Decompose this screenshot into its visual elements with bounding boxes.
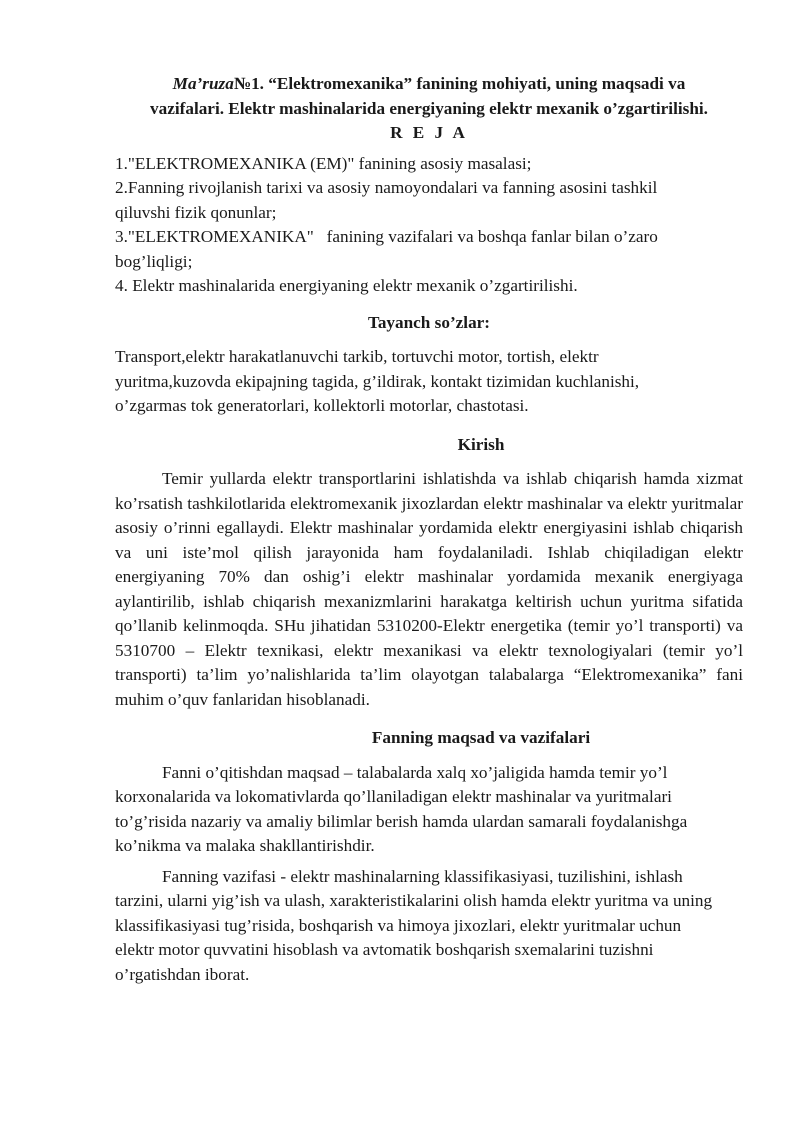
lecture-label: Ma’ruza xyxy=(172,74,234,93)
plan-item-3: 3."ELEKTROMEXANIKA" fanining vazifalari va boshqa fanlar bilan o’zaro bog’liqligi; xyxy=(115,227,663,271)
title-line-1: №1. “Elektromexanika” fanining mohiyati, uning maqsadi va xyxy=(233,74,686,93)
goals-heading: Fanning maqsad va vazifalari xyxy=(371,728,591,747)
title-line-2: vazifalari. Elektr mashinalarida energiyaning elektr mexanik o’zgartirilishi. xyxy=(150,98,708,118)
plan-item-1: 1."ELEKTROMEXANIKA (EM)" fanining asosiy masalasi; xyxy=(115,153,532,173)
goals-paragraph-1: Fanni o’qitishdan maqsad – talabalarda xalq xo’jaligida hamda temir yo’l korxonalarida va lokomativlarda qo’llaniladigan elektr mashinalar va yuritmalari to’g’risida nazariy va amaliy bilimlar berish hamda ulardan samarali foydalanishga ko’nikma va malaka shakllantirishdir. xyxy=(115,762,688,855)
plan-heading: R E J A xyxy=(390,123,468,142)
plan-item-4: 4. Elektr mashinalarida energiyaning elektr mexanik o’zgartirilishi. xyxy=(115,276,578,295)
lecture-title xyxy=(115,72,743,121)
keywords-text: Transport,elektr harakatlanuvchi tarkib, tortuvchi motor, tortish, elektr yuritma,kuzovda ekipajning tagida, g’ildirak, kontakt tizimidan kuchlanishi, o’zgarmas tok generatorlari, kollektorli motorlar, chastotasi. xyxy=(115,347,640,415)
intro-heading: Kirish xyxy=(457,434,505,454)
keywords-heading: Tayanch so’zlar: xyxy=(367,312,491,332)
goals-paragraph-2: Fanning vazifasi - elektr mashinalarning klassifikasiyasi, tuzilishini, ishlash tarzini, ularni yig’ish va ulash, xarakteristikalarini olish hamda elektr yuritma va uning klassifikasiyasi tug’risida, boshqarish va himoya jixozlari, elektr yuritmalar uchun elektr motor quvvatini hisoblash va avtomatik boshqarish sxemalarini tuzishni o’rgatishdan iborat. xyxy=(115,866,713,984)
document-page xyxy=(115,72,743,993)
plan-item-2: 2.Fanning rivojlanish tarixi va asosiy namoyondalari va fanning asosini tashkil qiluvshi fizik qonunlar; xyxy=(115,178,658,222)
plan-list xyxy=(115,152,743,299)
intro-paragraph: Temir yullarda elektr transportlarini ishlatishda va ishlab chiqarish hamda xizmat ko’rsatish tashkilotlarida elektromexanik jixozlardan elektr mashinalar va elektr yuritmalar asosiy o’rinni egallaydi. Elektr mashinalar yordamida elektr energiyasini ishlab chiqarish va uni iste’mol qilish jarayonida ham foydalaniladi. Ishlab chiqiladigan elektr energiyaning 70% dan oshig’i elektr mashinalar yordamida mexanik energiyaga aylantirilib, ishlab chiqarish mexanizmlarini harakatga keltirish uchun yuritma sifatida qo’llanib kelinmoqda. SHu jihatidan 5310200-Elektr energetika (temir yo’l transporti) va 5310700 – Elektr texnikasi, elektr mexanikasi va elektr texnologiyalari (temir yo’l transporti) ta’lim yo’nalishlarida ta’lim olayotgan talabalarga “Elektromexanika” fani muhim o’quv fanlaridan hisoblanadi. xyxy=(115,469,743,709)
